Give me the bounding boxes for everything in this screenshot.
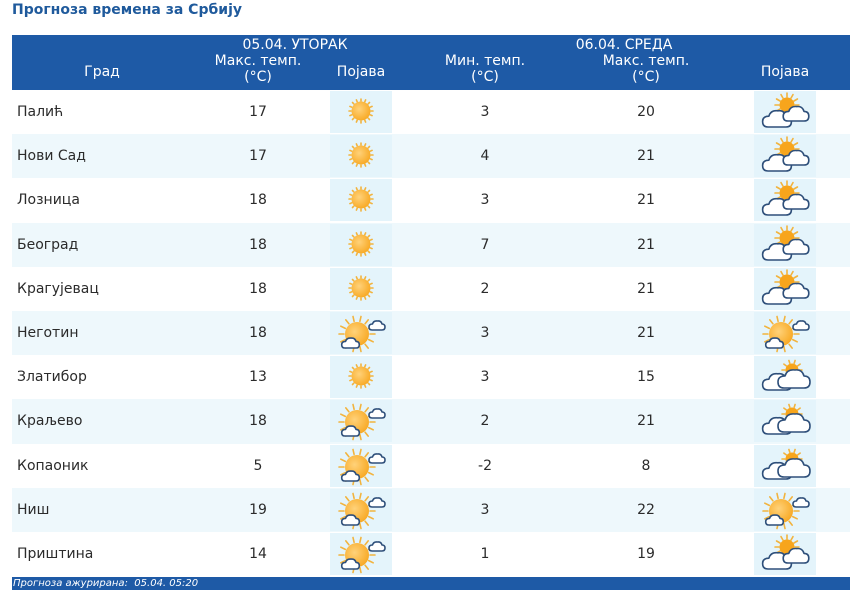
tmax2-value: 21	[572, 267, 720, 311]
table-row	[12, 532, 850, 576]
tmax1-value: 17	[192, 134, 324, 178]
weather-cell-day2	[720, 399, 850, 443]
tmax1-value: 17	[192, 90, 324, 134]
weather-cell-day2	[720, 90, 850, 134]
header-tmax1-unit: (°C)	[244, 69, 272, 85]
city-name: Копаоник	[12, 444, 192, 488]
weather-cell-day2	[720, 355, 850, 399]
city-name: Нови Сад	[12, 134, 192, 178]
weather-cell-day1	[324, 355, 398, 399]
header-tmin2-unit: (°C)	[471, 69, 499, 85]
footer-label: Прогноза ажурирана:	[13, 578, 128, 589]
table-row	[12, 134, 850, 178]
page-title: Прогноза времена за Србију	[12, 2, 242, 18]
tmin2-value: 2	[398, 267, 572, 311]
partly-cloudy-icon	[754, 91, 816, 133]
city-name: Неготин	[12, 311, 192, 355]
table-row	[12, 488, 850, 532]
tmax1-value: 19	[192, 488, 324, 532]
partly-cloudy-icon	[754, 268, 816, 310]
tmax1-value: 18	[192, 223, 324, 267]
city-name: Београд	[12, 223, 192, 267]
weather-cell-day2	[720, 134, 850, 178]
tmax2-value: 22	[572, 488, 720, 532]
mostly-sunny-icon	[754, 312, 816, 354]
forecast-table	[12, 35, 850, 576]
tmax2-value: 21	[572, 311, 720, 355]
weather-cell-day1	[324, 178, 398, 222]
weather-cell-day1	[324, 223, 398, 267]
tmin2-value: 3	[398, 355, 572, 399]
city-name: Палић	[12, 90, 192, 134]
weather-cell-day2	[720, 532, 850, 576]
table-row	[12, 399, 850, 443]
mostly-sunny-icon	[754, 489, 816, 531]
weather-cell-day2	[720, 444, 850, 488]
mostly-sunny-icon	[330, 445, 392, 487]
city-name: Ниш	[12, 488, 192, 532]
tmin2-value: 1	[398, 532, 572, 576]
header-tmax1-label: Макс. темп.	[214, 53, 302, 69]
tmax2-value: 15	[572, 355, 720, 399]
table-row	[12, 90, 850, 134]
weather-cell-day1	[324, 488, 398, 532]
weather-cell-day2	[720, 311, 850, 355]
partly-cloudy-icon	[754, 533, 816, 575]
mostly-sunny-icon	[330, 533, 392, 575]
tmin2-value: 3	[398, 488, 572, 532]
tmax1-value: 5	[192, 444, 324, 488]
cloudy-icon	[754, 400, 816, 442]
table-row	[12, 178, 850, 222]
sun-icon	[330, 224, 392, 266]
tmin2-value: 2	[398, 399, 572, 443]
tmin2-value: 3	[398, 178, 572, 222]
table-row	[12, 311, 850, 355]
tmax2-value: 21	[572, 223, 720, 267]
tmax1-value: 18	[192, 178, 324, 222]
weather-cell-day1	[324, 532, 398, 576]
header-wx2: Појава	[720, 53, 850, 90]
table-row	[12, 223, 850, 267]
city-name: Приштина	[12, 532, 192, 576]
header-tmax1	[192, 53, 324, 90]
city-name: Златибор	[12, 355, 192, 399]
table-row	[12, 444, 850, 488]
header-tmax2-unit: (°C)	[632, 69, 660, 85]
tmax1-value: 13	[192, 355, 324, 399]
header-day1: 05.04. УТОРАК	[192, 35, 398, 53]
weather-cell-day2	[720, 178, 850, 222]
cloudy-icon	[754, 445, 816, 487]
tmin2-value: 7	[398, 223, 572, 267]
header-day2: 06.04. СРЕДА	[398, 35, 850, 53]
tmax2-value: 21	[572, 134, 720, 178]
tmin2-value: -2	[398, 444, 572, 488]
tmax1-value: 18	[192, 267, 324, 311]
weather-cell-day1	[324, 399, 398, 443]
sun-icon	[330, 268, 392, 310]
header-wx1: Појава	[324, 53, 398, 90]
tmax1-value: 14	[192, 532, 324, 576]
footer-updated: 05.04. 05:20	[134, 578, 199, 589]
sun-icon	[330, 135, 392, 177]
table-row	[12, 355, 850, 399]
partly-cloudy-icon	[754, 224, 816, 266]
header-tmin2	[398, 53, 572, 90]
cloudy-icon	[754, 356, 816, 398]
tmax1-value: 18	[192, 311, 324, 355]
weather-cell-day1	[324, 90, 398, 134]
forecast-rows	[12, 90, 850, 576]
header-blank	[12, 35, 192, 53]
weather-cell-day1	[324, 134, 398, 178]
city-name: Крагујевац	[12, 267, 192, 311]
sun-icon	[330, 91, 392, 133]
mostly-sunny-icon	[330, 489, 392, 531]
tmax2-value: 20	[572, 90, 720, 134]
tmin2-value: 4	[398, 134, 572, 178]
update-footer	[12, 577, 850, 590]
weather-cell-day2	[720, 488, 850, 532]
header-tmax2	[572, 53, 720, 90]
tmax2-value: 8	[572, 444, 720, 488]
city-name: Лозница	[12, 178, 192, 222]
tmax2-value: 21	[572, 178, 720, 222]
weather-cell-day2	[720, 223, 850, 267]
city-name: Краљево	[12, 399, 192, 443]
weather-cell-day2	[720, 267, 850, 311]
weather-cell-day1	[324, 267, 398, 311]
header-tmin2-label: Мин. темп.	[444, 53, 526, 69]
table-row	[12, 267, 850, 311]
sun-icon	[330, 356, 392, 398]
weather-cell-day1	[324, 311, 398, 355]
mostly-sunny-icon	[330, 312, 392, 354]
mostly-sunny-icon	[330, 400, 392, 442]
sun-icon	[330, 179, 392, 221]
tmin2-value: 3	[398, 311, 572, 355]
tmax2-value: 19	[572, 532, 720, 576]
tmax1-value: 18	[192, 399, 324, 443]
tmax2-value: 21	[572, 399, 720, 443]
header-tmax2-label: Макс. темп.	[602, 53, 690, 69]
tmin2-value: 3	[398, 90, 572, 134]
partly-cloudy-icon	[754, 135, 816, 177]
weather-cell-day1	[324, 444, 398, 488]
header-city: Град	[12, 53, 192, 90]
partly-cloudy-icon	[754, 179, 816, 221]
